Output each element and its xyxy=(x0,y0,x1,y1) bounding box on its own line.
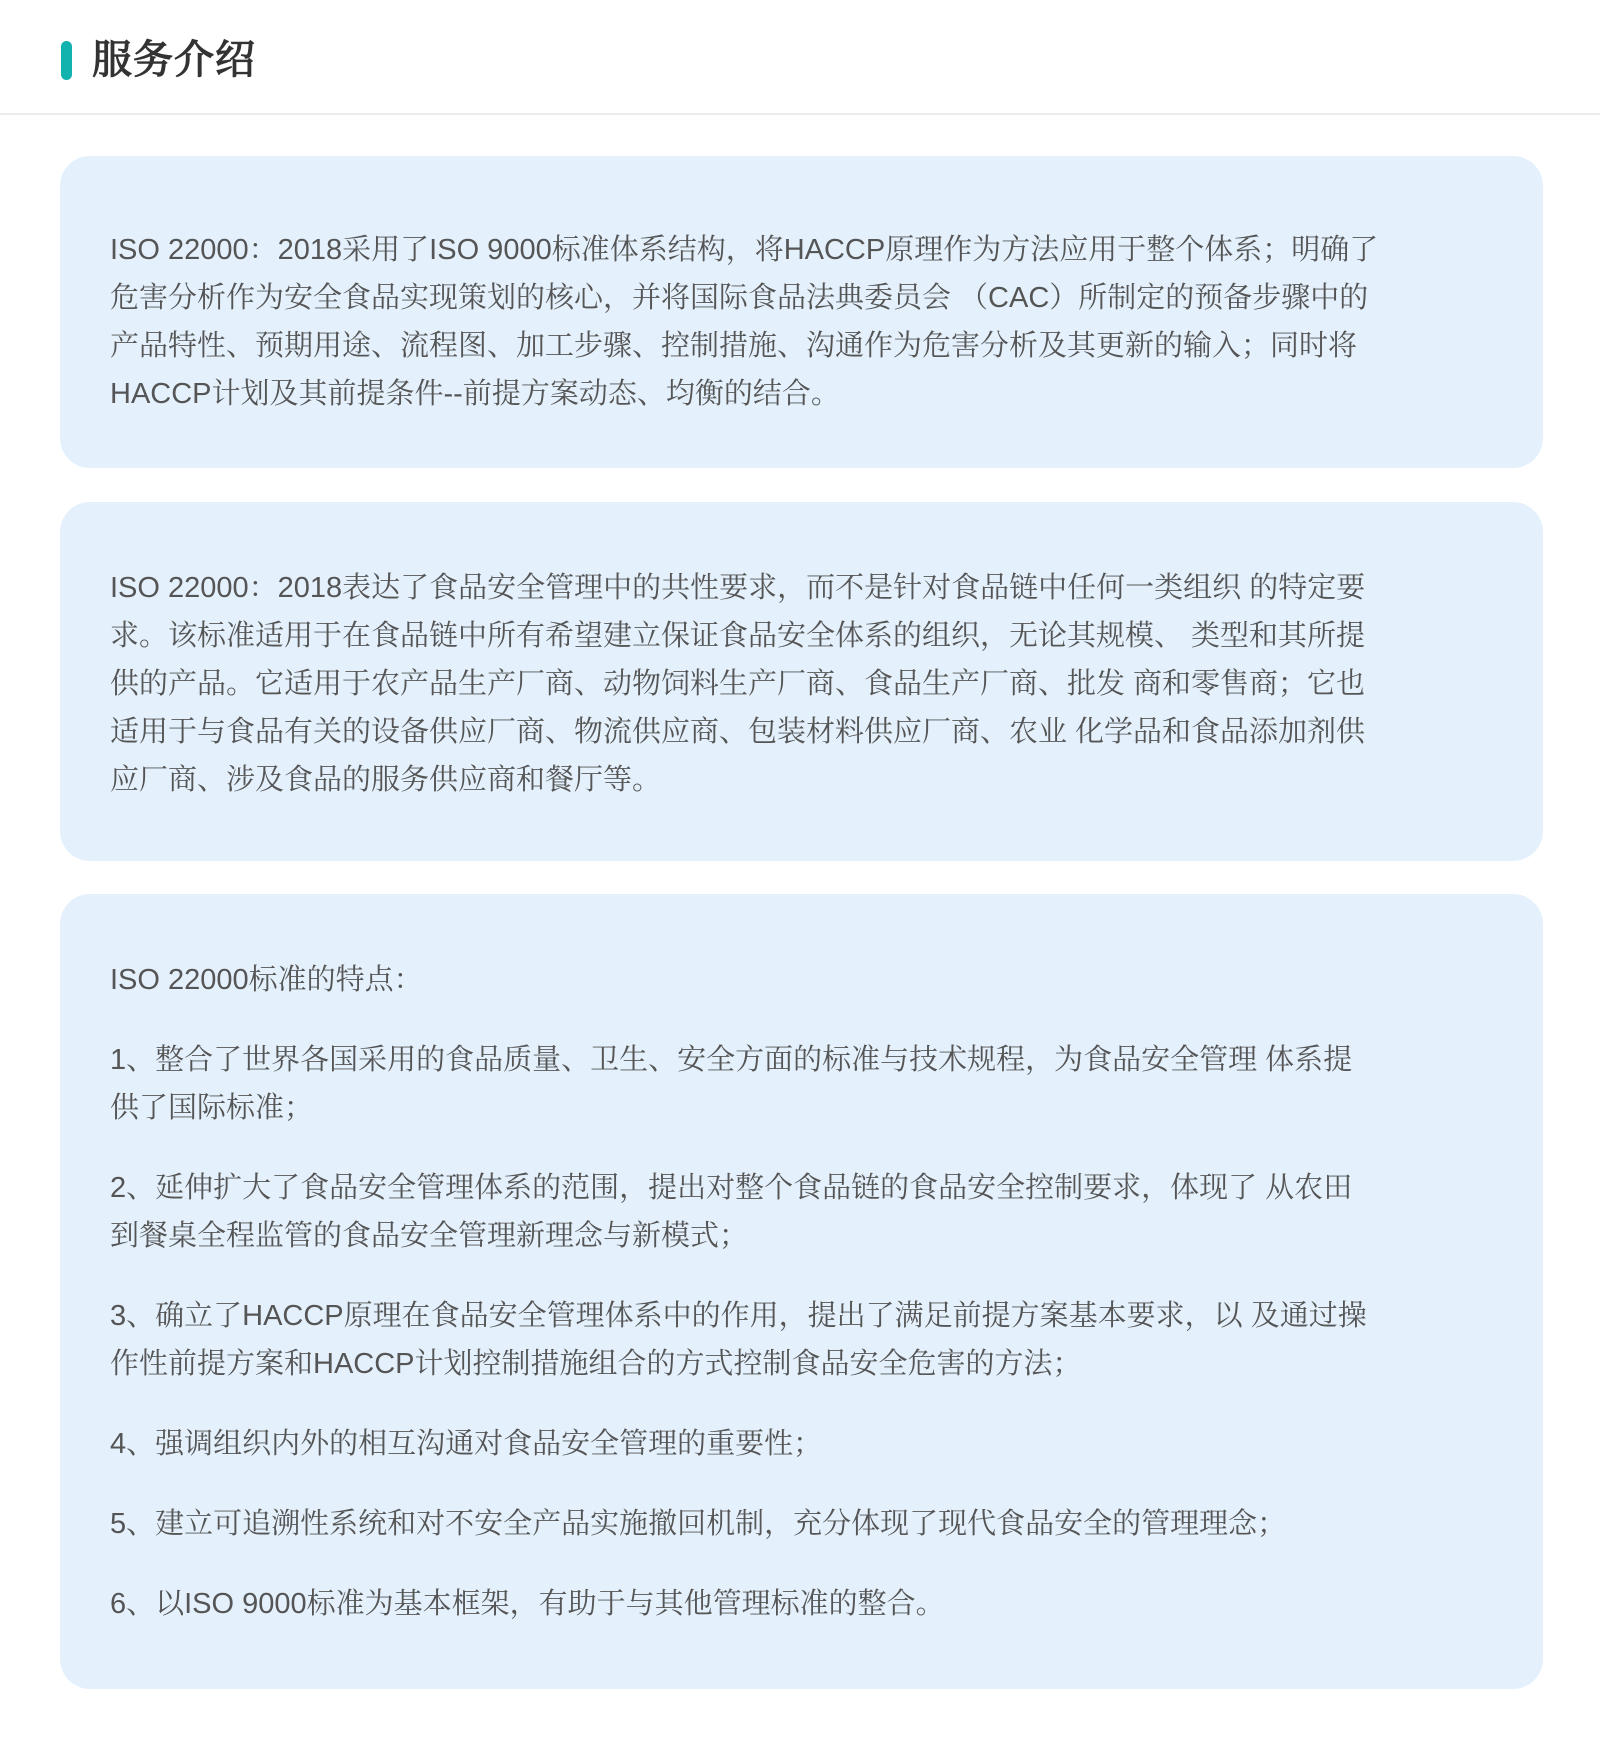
paragraph xyxy=(110,1036,1543,1132)
text-line: 供的产品。它适用于农产品生产厂商、动物饲料生产厂商、食品生产厂商、批发 商和零售商；它也 xyxy=(110,668,1366,700)
text-line: 产品特性、预期用途、流程图、加工步骤、控制措施、沟通作为危害分析及其更新的输入；同时将 xyxy=(110,330,1358,362)
paragraph xyxy=(110,1292,1543,1388)
text-line: 供了国际标准； xyxy=(110,1092,314,1124)
intro-card-features xyxy=(60,894,1543,1689)
paragraph xyxy=(110,564,1543,804)
text-line: 3、确立了HACCP原理在食品安全管理体系中的作用，提出了满足前提方案基本要求，以 及通过操 xyxy=(110,1300,1367,1332)
section-header xyxy=(0,0,1600,115)
text-line: 到餐桌全程监管的食品安全管理新理念与新模式； xyxy=(110,1220,749,1252)
paragraph xyxy=(110,1500,1543,1548)
text-line: 适用于与食品有关的设备供应厂商、物流供应商、包装材料供应厂商、农业 化学品和食品添加剂供 xyxy=(110,716,1366,748)
text-line: 5、建立可追溯性系统和对不安全产品实施撤回机制，充分体现了现代食品安全的管理理念； xyxy=(110,1508,1287,1540)
intro-card-scope xyxy=(60,502,1543,861)
text-line: ISO 22000标准的特点： xyxy=(110,964,423,996)
paragraph xyxy=(110,956,1543,1004)
text-line: 6、以ISO 9000标准为基本框架，有助于与其他管理标准的整合。 xyxy=(110,1588,945,1620)
text-line: ISO 22000：2018表达了食品安全管理中的共性要求，而不是针对食品链中任何一类组织 的特定要 xyxy=(110,572,1366,604)
text-line: 4、强调组织内外的相互沟通对食品安全管理的重要性； xyxy=(110,1428,823,1460)
paragraph xyxy=(110,226,1543,418)
paragraph xyxy=(110,1420,1543,1468)
title-accent-bar xyxy=(61,41,72,80)
text-line: 求。该标准适用于在食品链中所有希望建立保证食品安全体系的组织，无论其规模、 类型和其所提 xyxy=(110,620,1366,652)
text-line: 1、整合了世界各国采用的食品质量、卫生、安全方面的标准与技术规程，为食品安全管理 体系提 xyxy=(110,1044,1353,1076)
intro-card-structure xyxy=(60,156,1543,468)
text-line: HACCP计划及其前提条件--前提方案动态、均衡的结合。 xyxy=(110,378,840,410)
section-title: 服务介绍 xyxy=(92,38,256,82)
paragraph xyxy=(110,1580,1543,1628)
text-line: 作性前提方案和HACCP计划控制措施组合的方式控制食品安全危害的方法； xyxy=(110,1348,1082,1380)
text-line: 应厂商、涉及食品的服务供应商和餐厅等。 xyxy=(110,764,662,796)
text-line: ISO 22000：2018采用了ISO 9000标准体系结构，将HACCP原理作为方法应用于整个体系；明确了 xyxy=(110,234,1379,266)
text-line: 危害分析作为安全食品实现策划的核心，并将国际食品法典委员会 （CAC）所制定的预备步骤中的 xyxy=(110,282,1369,314)
paragraph xyxy=(110,1164,1543,1260)
text-line: 2、延伸扩大了食品安全管理体系的范围，提出对整个食品链的食品安全控制要求，体现了 从农田 xyxy=(110,1172,1353,1204)
